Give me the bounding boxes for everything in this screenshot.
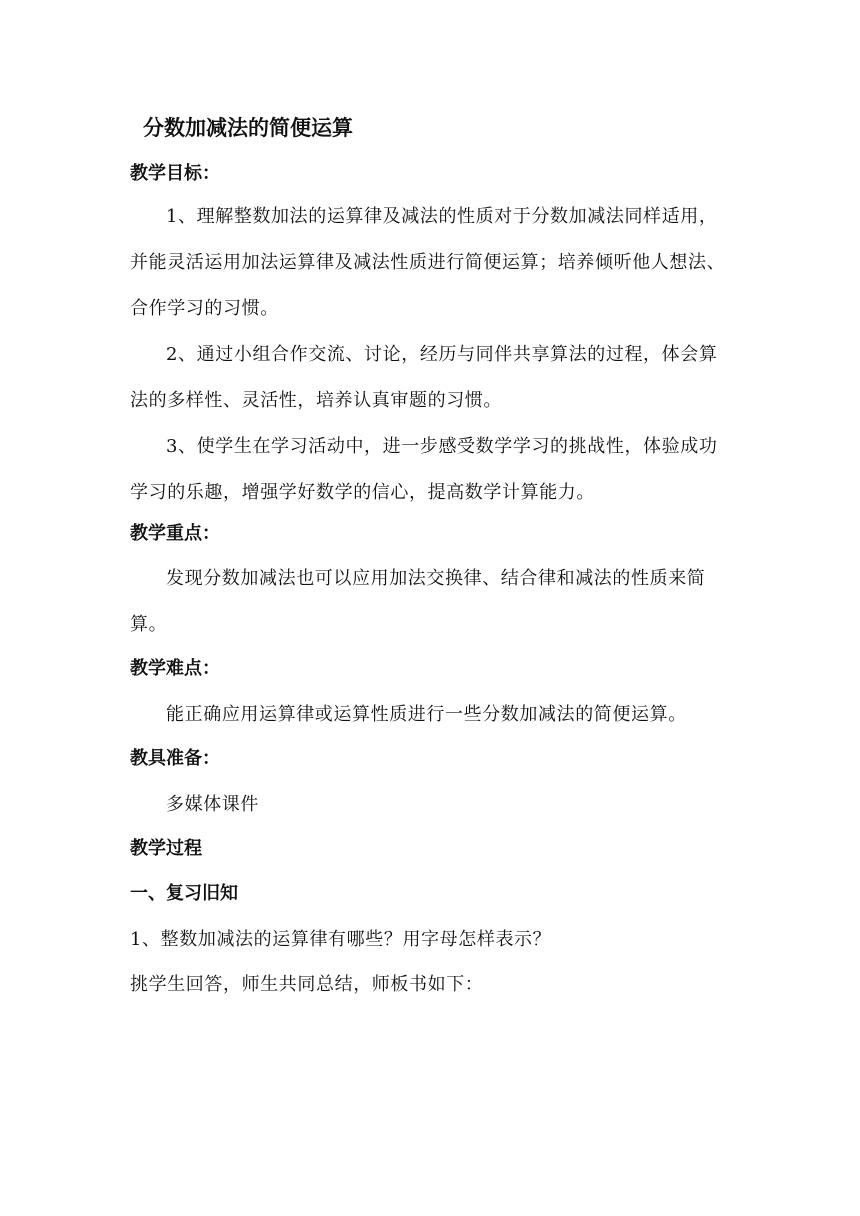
review-question-1: 1、整数加减法的运算律有哪些？用字母怎样表示？ bbox=[130, 929, 552, 950]
section-review-heading: 一、复习旧知 bbox=[130, 883, 238, 904]
objective-item-2: 2、通过小组合作交流、讨论，经历与同伴共享算法的过程，体会算法的多样性、灵活性，培养认真审题的习惯。 bbox=[130, 344, 718, 411]
review-answer-instruction: 挑学生回答，师生共同总结，师板书如下： bbox=[130, 974, 484, 995]
objective-item-3: 3、使学生在学习活动中，进一步感受数学学习的挑战性，体验成功学习的乐趣，增强学好数学的信心，提高数学计算能力。 bbox=[130, 436, 718, 503]
key-points-heading: 教学重点： bbox=[130, 523, 220, 544]
process-heading: 教学过程 bbox=[130, 838, 202, 859]
objectives-heading: 教学目标： bbox=[130, 163, 220, 184]
difficulties-text: 能正确应用运算律或运算性质进行一些分数加减法的简便运算。 bbox=[166, 704, 687, 725]
page-title: 分数加减法的简便运算 bbox=[143, 116, 353, 140]
materials-text: 多媒体课件 bbox=[166, 794, 259, 815]
objective-item-1: 1、理解整数加法的运算律及减法的性质对于分数加减法同样适用，并能灵活运用加法运算律及减法性质进行简便运算；培养倾听他人想法、合作学习的习惯。 bbox=[130, 206, 726, 319]
difficulties-heading: 教学难点： bbox=[130, 658, 220, 679]
key-points-text: 发现分数加减法也可以应用加法交换律、结合律和减法的性质来简算。 bbox=[130, 568, 706, 635]
materials-heading: 教具准备： bbox=[130, 748, 220, 769]
